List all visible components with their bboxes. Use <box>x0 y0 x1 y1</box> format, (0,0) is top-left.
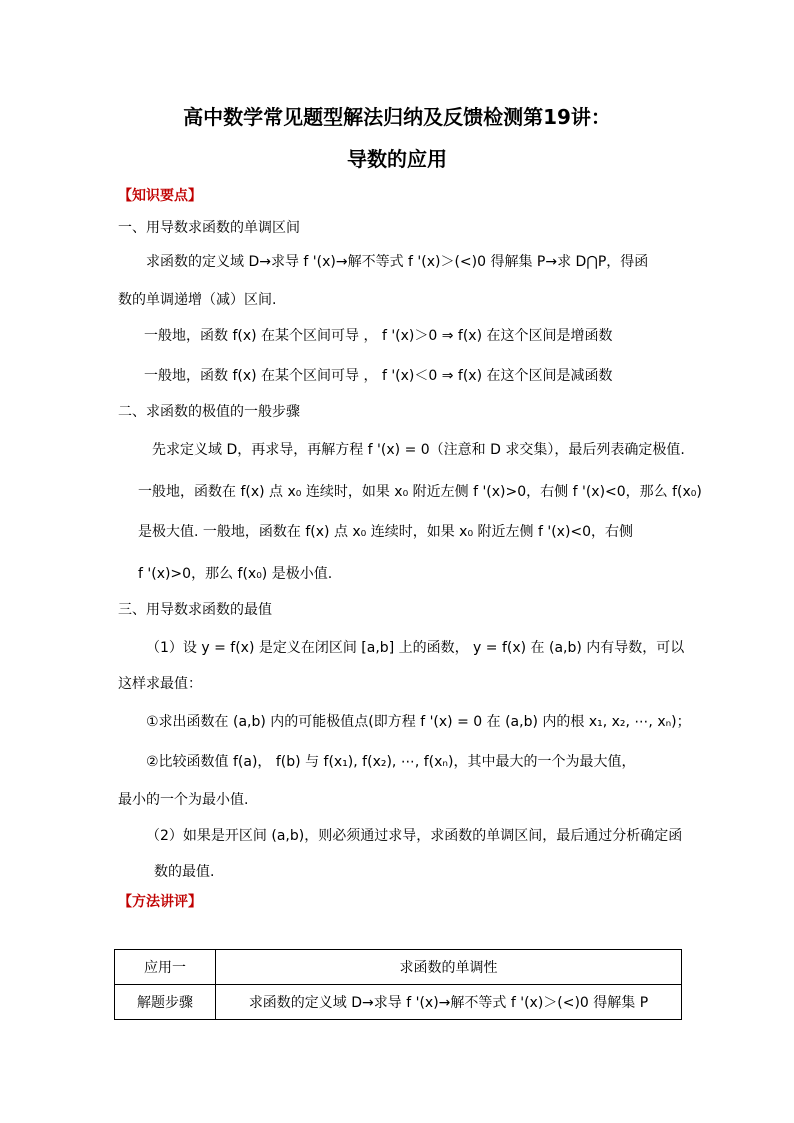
part1-line3: 一般地，函数 f(x) 在某个区间可导 ， f '(x)＞0 ⇒ f(x) 在这个区间是增函数 <box>144 328 613 344</box>
part2-heading: 二、求函数的极值的一般步骤 <box>118 404 300 420</box>
document-subtitle: 导数的应用 <box>347 147 447 171</box>
part3-line5: 最小的一个为最小值. <box>118 792 249 808</box>
part3-line6: （2）如果是开区间 (a,b)，则必须通过求导，求函数的单调区间，最后通过分析确定函 <box>146 828 683 844</box>
part2-line3: 是极大值. 一般地，函数在 f(x) 点 x₀ 连续时，如果 x₀ 附近左侧 f '(x)<0，右侧 <box>138 524 634 540</box>
table-row <box>115 985 682 1020</box>
table-cell-steps-label: 解题步骤 <box>115 985 216 1020</box>
part3-line1: （1）设 y = f(x) 是定义在闭区间 [a,b] 上的函数， y = f(x) 在 (a,b) 内有导数，可以 <box>146 640 685 656</box>
part2-line1: 先求定义域 D，再求导，再解方程 f '(x) = 0（注意和 D 求交集），最后列表确定极值. <box>152 442 685 458</box>
section-knowledge-points: 【知识要点】 <box>118 188 202 204</box>
part1-line2: 数的单调递增（减）区间. <box>118 292 277 308</box>
part3-heading: 三、用导数求函数的最值 <box>118 602 272 618</box>
table-row <box>115 950 682 985</box>
part3-line2: 这样求最值： <box>118 676 202 692</box>
part2-line2: 一般地，函数在 f(x) 点 x₀ 连续时，如果 x₀ 附近左侧 f '(x)>0，右侧 f '(x)<0，那么 f(x₀) <box>138 484 702 500</box>
part1-line1: 求函数的定义域 D→求导 f '(x)→解不等式 f '(x)＞(<)0 得解集 P→求 D⋂P，得函 <box>146 254 649 270</box>
part1-line4: 一般地，函数 f(x) 在某个区间可导 ， f '(x)＜0 ⇒ f(x) 在这个区间是减函数 <box>144 368 613 384</box>
part3-line4: ②比较函数值 f(a)， f(b) 与 f(x₁), f(x₂), ⋯, f(xₙ)，其中最大的一个为最大值， <box>146 754 636 770</box>
table-cell-application: 应用一 <box>115 950 216 985</box>
part1-heading: 一、用导数求函数的单调区间 <box>118 220 300 236</box>
part3-line7: 数的最值. <box>154 864 215 880</box>
part2-line4: f '(x)>0，那么 f(x₀) 是极小值. <box>138 566 333 582</box>
part3-line3: ①求出函数在 (a,b) 内的可能极值点(即方程 f '(x) = 0 在 (a,b) 内的根 x₁, x₂, ⋯, xₙ)； <box>146 714 691 730</box>
table-cell-topic: 求函数的单调性 <box>216 950 682 985</box>
section-method-review: 【方法讲评】 <box>118 894 202 910</box>
table-cell-steps: 求函数的定义域 D→求导 f '(x)→解不等式 f '(x)＞(<)0 得解集 P <box>216 985 682 1020</box>
method-table <box>114 949 682 1020</box>
document-title: 高中数学常见题型解法归纳及反馈检测第19讲： <box>183 105 611 129</box>
